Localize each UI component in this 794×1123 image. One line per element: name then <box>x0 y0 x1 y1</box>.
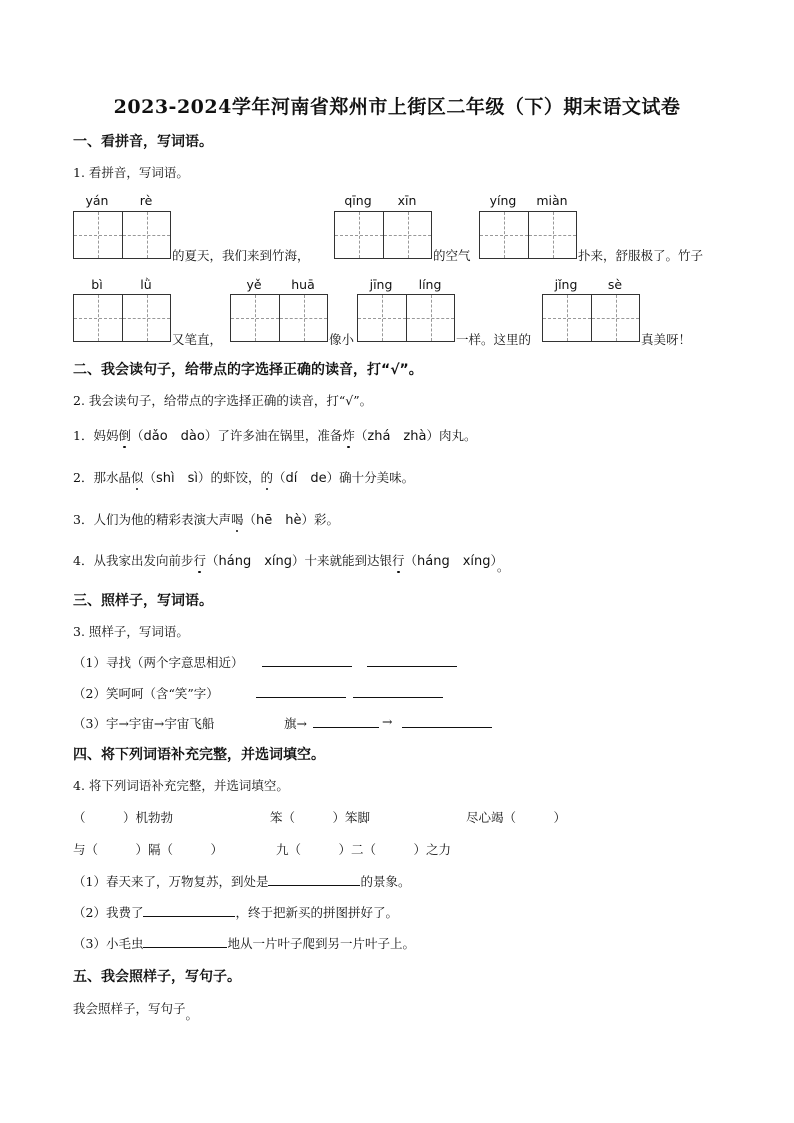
q2-sentence-4: 4．从我家出发向前步行（háng xíng）十来就能到达银行（háng xíng）。 <box>73 553 510 574</box>
writing-box-yehua[interactable] <box>230 294 328 342</box>
pinyin-qing: qīng <box>344 193 372 208</box>
pinyin-ying: yíng <box>489 193 517 208</box>
pinyin-options[interactable]: shì sì <box>155 471 198 486</box>
section-1-heading: 一、看拼音，写词语。 <box>73 134 213 150</box>
writing-box-jingling[interactable] <box>357 294 455 342</box>
answer-blank[interactable] <box>268 873 360 886</box>
q4-instruction: 4. 将下列词语补充完整，并选词填空。 <box>73 778 289 793</box>
pinyin-jing3: jǐng <box>554 277 578 292</box>
q3-line-1: （1）寻找（两个字意思相近） <box>73 655 244 670</box>
dotted-char: 似 <box>130 470 144 485</box>
pinyin-options[interactable]: hē hè <box>256 513 302 528</box>
page-title: 2023-2024学年河南省郑州市上街区二年级（下）期末语文试卷 <box>113 96 681 118</box>
row2-text-2: 像小 <box>329 332 355 347</box>
answer-blank[interactable] <box>143 904 235 917</box>
word-5[interactable]: 九（ ）二（ ）之力 <box>276 842 452 857</box>
answer-blank[interactable] <box>262 654 352 667</box>
answer-blank[interactable] <box>367 654 457 667</box>
dotted-char: 的 <box>260 470 274 485</box>
writing-box-yanre[interactable] <box>73 211 171 259</box>
section-5-heading: 五、我会照样子，写句子。 <box>73 969 241 985</box>
section-4-heading: 四、将下列词语补充完整，并选词填空。 <box>73 747 325 763</box>
q3-instruction: 3. 照样子，写词语。 <box>73 624 189 639</box>
dotted-char: 行 <box>193 553 206 568</box>
row2-text-3: 一样。这里的 <box>456 332 532 347</box>
writing-box-qingxin[interactable] <box>334 211 432 259</box>
answer-blank[interactable] <box>313 715 379 728</box>
row1-text-3: 扑来，舒服极了。竹子 <box>578 248 704 263</box>
q3-line-3-start: 旗→ <box>284 716 307 731</box>
word-2[interactable]: 笨（ ）笨脚 <box>270 810 371 825</box>
word-3[interactable]: 尽心竭（ ） <box>466 810 567 825</box>
answer-blank[interactable] <box>143 935 227 948</box>
dotted-char: 炸 <box>342 428 355 443</box>
arrow: → <box>382 714 393 729</box>
row2-text-4: 真美呀！ <box>641 332 692 347</box>
writing-box-bilv[interactable] <box>73 294 171 342</box>
row1-text-2: 的空气 <box>433 248 471 263</box>
q2-sentence-2: 2．那水晶似（shì sì）的虾饺，的（dí de）确十分美味。 <box>73 470 415 486</box>
pinyin-bi: bì <box>91 277 103 292</box>
pinyin-options[interactable]: zhá zhà <box>367 429 427 444</box>
pinyin-options[interactable]: háng xíng <box>417 554 491 569</box>
q2-instruction: 2. 我会读句子，给带点的字选择正确的读音，打“√”。 <box>73 393 373 408</box>
pinyin-hua: huā <box>291 277 315 292</box>
word-4[interactable]: 与（ ）隔（ ） <box>73 842 224 857</box>
writing-box-jingse[interactable] <box>542 294 640 342</box>
fill-1: （1）春天来了，万物复苏，到处是 的景象。 <box>73 874 411 889</box>
row1-text-1: 的夏天，我们来到竹海， <box>172 248 310 263</box>
section-2-heading: 二、我会读句子，给带点的字选择正确的读音，打“√”。 <box>73 362 423 378</box>
pinyin-mian: miàn <box>536 193 568 208</box>
q2-sentence-1: 1．妈妈倒（dǎo dào）了许多油在锅里，准备炸（zhá zhà）肉丸。 <box>73 428 477 444</box>
pinyin-ling: líng <box>418 277 442 292</box>
pinyin-se: sè <box>607 277 623 292</box>
pinyin-yan: yán <box>85 193 109 208</box>
q1-instruction: 1. 看拼音，写词语。 <box>73 165 189 180</box>
row2-text-1: 又笔直， <box>172 332 223 347</box>
pinyin-re: rè <box>139 193 153 208</box>
dotted-char: 喝 <box>230 512 244 527</box>
writing-box-yingmian[interactable] <box>479 211 577 259</box>
dotted-char: 行 <box>392 553 405 568</box>
pinyin-lv: lǜ <box>140 277 152 292</box>
q5-instruction: 我会照样子，写句子。 <box>73 1001 199 1022</box>
answer-blank[interactable] <box>353 685 443 698</box>
pinyin-options[interactable]: dǎo dào <box>143 429 205 444</box>
answer-blank[interactable] <box>256 685 346 698</box>
pinyin-options[interactable]: háng xíng <box>218 554 292 569</box>
q3-line-2: （2）笑呵呵（含“笑”字） <box>73 686 219 701</box>
answer-blank[interactable] <box>402 715 492 728</box>
q2-sentence-3: 3．人们为他的精彩表演大声喝（hē hè）彩。 <box>73 512 339 528</box>
section-3-heading: 三、照样子，写词语。 <box>73 593 213 609</box>
word-1[interactable]: （ ）机勃勃 <box>73 810 174 825</box>
pinyin-xin: xīn <box>397 193 417 208</box>
pinyin-ye: yě <box>246 277 262 292</box>
pinyin-jing: jīng <box>369 277 393 292</box>
fill-3: （3）小毛虫 地从一片叶子爬到另一片叶子上。 <box>73 936 415 951</box>
q3-line-3: （3）宇→宇宙→宇宙飞船 <box>73 716 215 731</box>
dotted-char: 倒 <box>118 428 131 443</box>
pinyin-options[interactable]: dí de <box>285 471 327 486</box>
fill-2: （2）我费了 ，终于把新买的拼图拼好了。 <box>73 905 398 920</box>
